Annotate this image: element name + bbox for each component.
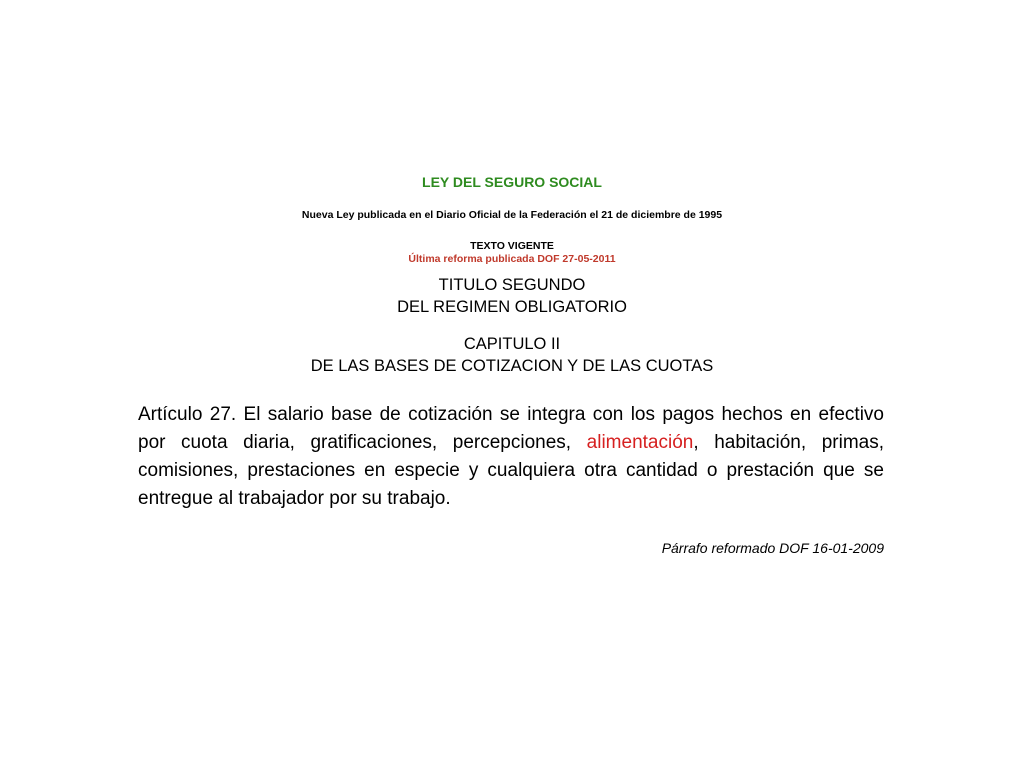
capitulo-number: CAPITULO II <box>463 335 561 353</box>
titulo-heading <box>0 274 1024 318</box>
status-block <box>0 240 1024 266</box>
publication-note: Nueva Ley publicada en el Diario Oficial de la Federación el 21 de diciembre de 1995 <box>301 209 723 221</box>
titulo-name: DEL REGIMEN OBLIGATORIO <box>397 298 627 316</box>
titulo-number: TITULO SEGUNDO <box>438 276 586 294</box>
law-title: LEY DEL SEGURO SOCIAL <box>422 174 602 190</box>
last-reform-note: Última reforma publicada DOF 27-05-2011 <box>408 253 616 265</box>
article-label: Artículo 27. <box>138 404 237 425</box>
capitulo-heading <box>0 333 1024 377</box>
article-paragraph <box>138 401 884 513</box>
reform-note: Párrafo reformado DOF 16-01-2009 <box>661 540 884 556</box>
article-text-after: , habitación, primas, comisiones, prestaciones en especie y cualquiera otra cantidad o prestación que se entregue al trabajador por su trabajo. <box>138 432 884 509</box>
article-highlight: alimentación <box>586 432 694 453</box>
article-text-before: El salario base de cotización se integra con los pagos hechos en efectivo por cuota diaria, gratificaciones, percepciones, <box>138 404 885 453</box>
status-label: TEXTO VIGENTE <box>470 240 554 252</box>
capitulo-name: DE LAS BASES DE COTIZACION Y DE LAS CUOTAS <box>310 357 714 375</box>
